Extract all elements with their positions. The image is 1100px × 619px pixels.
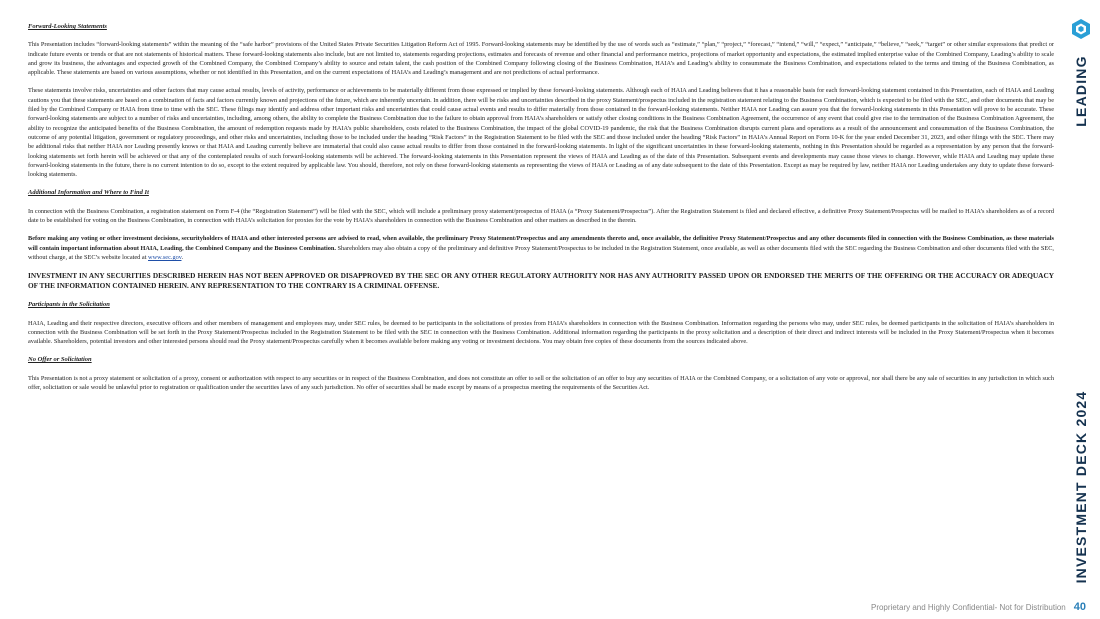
paragraph-forward-looking-2: These statements involve risks, uncertainties and other factors that may cause actual results, levels of activity, performance or achievements to be materially different from those expressed or implied by these forward-looking statements. Although each of HAIA and Leading believes that it has a reasonable basis for each forward-looking statement contained in this Presentation, each of HAIA and Leading cautions you that these statements are based on a combination of facts and factors currently known and projections of the future, which are inherently uncertain. In addition, there will be risks and uncertainties described in the proxy Statement/prospectus included in the registration statement relating to the Business Combination, which is expected to be filed with the SEC, and other documents that may be filed by the Combined Company or HAIA from time to time with the SEC. These filings may identify and address other important risks and uncertainties that could cause actual events and results to differ materially from those contained in the forward-looking statements. Neither HAIA nor Leading can assure you that the forward-looking statements in this Presentation will prove to be accurate. These forward-looking statements are subject to a number of risks and uncertainties, including, among others, the ability to complete the Business Combination due to the failure to obtain approval from HAIA’s shareholders or satisfy other closing conditions in the Business Combination Agreement, the occurrence of any event that could give rise to the termination of the Business Combination Agreement, the ability to recognize the anticipated benefits of the Business Combination, the amount of redemption requests made by HAIA’s public shareholders, costs related to the Business Combination, the impact of the global COVID-19 pandemic, the risk that the Business Combination disrupts current plans and operations as a result of the announcement and consummation of the Business Combination, the outcome of any potential litigation, government or regulatory proceedings, and other risks and uncertainties, including those to be included under the heading “Risk Factors” in the Registration Statement to be filed with the SEC and those included under the heading “Risk Factors” in HAIA’s Annual Report on Form 10-K for the year ended December 31, 2023, and other filings with the SEC. There may be additional risks that neither HAIA nor Leading presently knows or that HAIA and Leading currently believe are immaterial that could also cause actual results to differ from those contained in the forward-looking statements. In light of the significant uncertainties in these forward-looking statements, nothing in this Presentation should be regarded as a representation by any person that the forward-looking statements set forth herein will be achieved or that any of the contemplated results of such forward-looking statements will be achieved. The forward-looking statements in this Presentation represent the views of HAIA and Leading as of the date of this Presentation. Subsequent events and developments may cause those views to change. However, while HAIA and Leading may update these forward-looking statements in the future, there is no current intention to do so, except to the extent required by applicable law. You should, therefore, not rely on these forward-looking statements as representing the views of HAIA or Leading as of any date subsequent to the date of this Presentation. Except as may be required by law, neither HAIA nor Leading undertakes any duty to update these forward-looking statements. — [28, 87, 1054, 179]
bold-advisory-text: Before making any voting or other investment decisions, securityholders of HAIA and other interested persons are advised to read, when available, the preliminary Proxy Statement/Prospectus and any amendments thereto and, once available, the definitive Proxy Statement/Prospectus and any other documents filed in connection with the Business Combination, as these materials will contain important information about HAIA, Leading, the Combined Company and the Business Combination. — [28, 235, 1054, 252]
section-heading-additional-info: Additional Information and Where to Find It — [28, 189, 149, 197]
sec-website-link[interactable]: www.sec.gov — [148, 253, 182, 261]
advisory-rest-text: Shareholders may also obtain a copy of the preliminary and definitive Proxy Statement/Prospectus to be included in the Registration Statement, once available, as well as other documents filed with the SEC regarding the Business Combination and other documents filed with the SEC, without charge, at the SEC’s website located at — [28, 244, 1054, 261]
brand-name: LEADING — [1073, 55, 1089, 127]
hexagon-logo-icon — [1070, 18, 1092, 40]
regulatory-notice: INVESTMENT IN ANY SECURITIES DESCRIBED HEREIN HAS NOT BEEN APPROVED OR DISAPPROVED BY THE SEC OR ANY OTHER REGULATORY AUTHORITY NOR HAS ANY AUTHORITY PASSED UPON OR ENDORSED THE MERITS OF THE OFFERING OR THE ACCURACY OR ADEQUACY OF THE INFORMATION CONTAINED HEREIN. ANY REPRESENTATION TO THE CONTRARY IS A CRIMINAL OFFENSE. — [28, 271, 1054, 291]
page-footer — [871, 601, 1086, 613]
advisory-end-text: . — [181, 253, 184, 261]
paragraph-participants-1: HAIA, Leading and their respective directors, executive officers and other members of management and employees may, under SEC rules, be deemed to be participants in the solicitations of proxies from HAIA’s shareholders in connection with the Business Combination. Information regarding the persons who may, under SEC rules, be deemed participants in the solicitation of HAIA’s shareholders in connection with the Business Combination will be set forth in the Proxy Statement/Prospectus included in the Registration Statement to be filed with the SEC in connection with the Business Combination. Additional information regarding the participants in the proxy solicitation and a description of their direct and indirect interests will be included in the Proxy Statement/Prospectus when it becomes available. Shareholders, potential investors and other interested persons should read the Proxy statement/Prospectus carefully when it becomes available before making any voting or investment decisions. You may obtain free copies of these documents from the sources indicated above. — [28, 319, 1054, 346]
paragraph-additional-info-2 — [28, 234, 1054, 262]
paragraph-no-offer-1: This Presentation is not a proxy statement or solicitation of a proxy, consent or authorization with respect to any securities or in respect of the Business Combination, and does not constitute an offer to sell or the solicitation of an offer to buy any securities of HAIA or the Combined Company, or a solicitation of any vote or approval, nor shall there be any sale of securities in any jurisdiction in which such offer, solicitation or sale would be unlawful prior to registration or qualification under the securities laws of any such jurisdiction. No offer of securities shall be made except by means of a prospectus meeting the requirements of the Securities Act. — [28, 374, 1054, 392]
page-number: 40 — [1073, 601, 1086, 613]
deck-title — [1068, 390, 1094, 584]
confidential-notice: Proprietary and Highly Confidential- Not for Distribution — [870, 603, 1066, 612]
paragraph-forward-looking-1: This Presentation includes “forward-looking statements” within the meaning of the “safe harbor” provisions of the United States Private Securities Litigation Reform Act of 1995. Forward-looking statements may be identified by the use of words such as “estimate,” “plan,” “project,” “forecast,” “intend,” “will,” “expect,” “anticipate,” “believe,” “seek,” “target” or other similar expressions that predict or indicate future events or trends or that are not statements of historical matters. These forward-looking statements also include, but are not limited to, statements regarding projections, estimates and forecasts of revenue and other financial and performance metrics, projections of market opportunity and expectations, the estimated implied enterprise value of the Combined Company, Leading’s ability to scale and grow its business, the advantages and expected growth of the Combined Company, the Combined Company’s ability to source and retain talent, the cash position of the Combined Company following closing of the Business Combination, HAIA’s and Leading’s ability to consummate the Business Combination, and expectations related to the terms and timing of the Business Combination, as applicable. These statements are based on various assumptions, whether or not identified in this Presentation, and on the current expectations of HAIA’s and Leading’s management and are not predictions of actual performance. — [28, 41, 1054, 77]
disclaimer-body — [28, 22, 1054, 401]
section-heading-no-offer: No Offer or Solicitation — [28, 356, 92, 364]
paragraph-additional-info-1: In connection with the Business Combination, a registration statement on Form F-4 (the “Registration Statement”) will be filed with the SEC, which will include a preliminary proxy statement/prospectus of HAIA (a “Proxy Statement/Prospectus”). After the Registration Statement is filed and declared effective, a definitive Proxy Statement/Prospectus will be mailed to HAIA’s shareholders as of a record date to be established for voting on the Business Combination, in connection with HAIA’s solicitation for proxies for the vote by HAIA’s shareholders in connection with the Business Combination and other matters as described in the therein. — [28, 207, 1054, 225]
section-heading-forward-looking: Forward-Looking Statements — [28, 23, 107, 30]
deck-title-text: INVESTMENT DECK 2024 — [1073, 390, 1089, 584]
brand-wordmark — [1068, 56, 1094, 126]
section-heading-participants: Participants in the Solicitation — [28, 301, 110, 309]
